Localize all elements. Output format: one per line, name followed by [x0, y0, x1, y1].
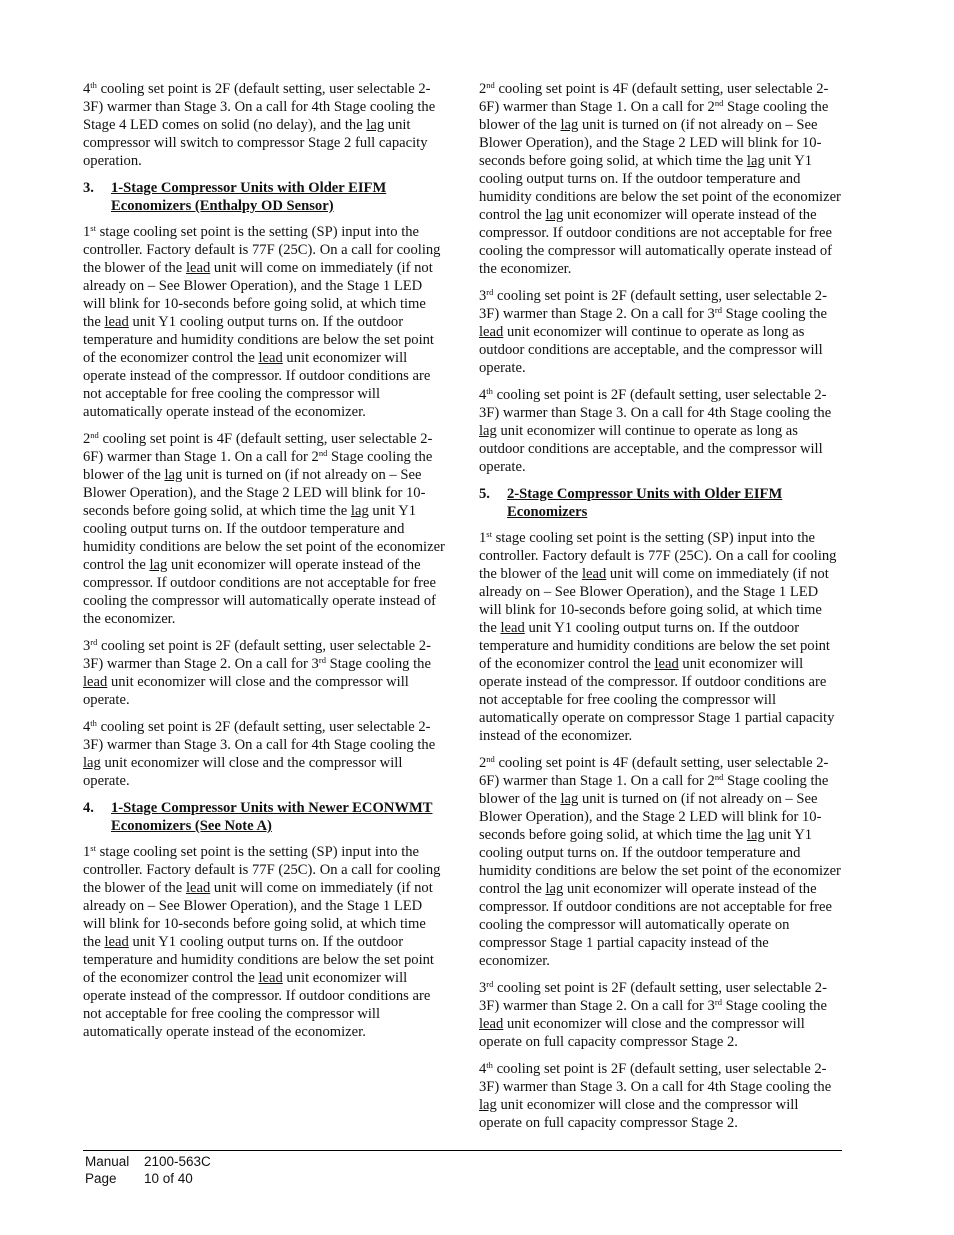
paragraph: 3rd cooling set point is 2F (default setting, user selectable 2-3F) warmer than Stage 2. On a call for 3rd Stage cooling the lead unit economizer will close and the compressor will operate. [83, 637, 431, 708]
page-number: 10 of 40 [144, 1171, 193, 1186]
paragraph: 2nd cooling set point is 4F (default setting, user selectable 2-6F) warmer than Stage 1. On a call for 2nd Stage cooling the blower of the lag unit is turned on (if not already on – See Blower Operation), and the Stage 2 LED will blink for 10-seconds before going solid, at which time the lag unit Y1 cooling output turns on. If the outdoor temperature and humidity conditions are below the set point of the economizer control the lag unit economizer will operate instead of the compressor. If outdoor conditions are not acceptable for free cooling the compressor will automatically operate instead of the economizer. [83, 430, 445, 627]
paragraph: 3rd cooling set point is 2F (default setting, user selectable 2-3F) warmer than Stage 2. On a call for 3rd Stage cooling the lead unit economizer will close and the compressor will operate on full capacity compressor Stage 2. [479, 979, 827, 1050]
paragraph: 2nd cooling set point is 4F (default setting, user selectable 2-6F) warmer than Stage 1. On a call for 2nd Stage cooling the blower of the lag unit is turned on (if not already on – See Blower Operation), and the Stage 2 LED will blink for 10-seconds before going solid, at which time the lag unit Y1 cooling output turns on. If the outdoor temperature and humidity conditions are below the set point of the economizer control the lag unit economizer will operate instead of the compressor. If outdoor conditions are not acceptable for free cooling the compressor will automatically operate on compressor Stage 1 partial capacity instead of the economizer. [479, 754, 841, 969]
paragraph: 3rd cooling set point is 2F (default setting, user selectable 2-3F) warmer than Stage 2. On a call for 3rd Stage cooling the lead unit economizer will continue to operate as long as outdoor conditions are acceptable, and the compressor will operate. [479, 287, 827, 376]
footer-divider [83, 1150, 842, 1151]
footer-manual-row [85, 1153, 211, 1170]
manual-label: Manual [85, 1154, 130, 1169]
section-heading-5 [479, 485, 843, 521]
paragraph: 1st stage cooling set point is the setting (SP) input into the controller. Factory default is 77F (25C). On a call for cooling the blower of the lead unit will come on immediately (if not already on – See Blower Operation), and the Stage 1 LED will blink for 10-seconds before going solid, at which time the lead unit Y1 cooling output turns on. If the outdoor temperature and humidity conditions are below the set point of the economizer control the lead unit economizer will operate instead of the compressor. If outdoor conditions are not acceptable for free cooling the compressor will automatically operate instead of the economizer. [83, 223, 441, 420]
section-number: 4. [83, 800, 94, 816]
paragraph: 4th cooling set point is 2F (default setting, user selectable 2-3F) warmer than Stage 3. On a call for 4th Stage cooling the Stage 4 LED comes on solid (no delay), and the lag unit compressor will switch to compressor Stage 2 full capacity operation. [83, 80, 436, 169]
section-title: 1-Stage Compressor Units with Older EIFM Economizers (Enthalpy OD Sensor) [111, 180, 387, 214]
page-footer [85, 1153, 211, 1187]
paragraph: 4th cooling set point is 2F (default setting, user selectable 2-3F) warmer than Stage 3. On a call for 4th Stage cooling the lag unit economizer will close and the compressor will operate on full capacity compressor Stage 2. [479, 1060, 832, 1131]
left-column [83, 80, 447, 1050]
manual-number: 2100-563C [144, 1154, 211, 1169]
right-column [479, 80, 843, 1141]
section-heading-4 [83, 799, 447, 835]
section-heading-3 [83, 179, 447, 215]
section-title: 2-Stage Compressor Units with Older EIFM Economizers [507, 486, 783, 520]
paragraph: 4th cooling set point is 2F (default setting, user selectable 2-3F) warmer than Stage 3. On a call for 4th Stage cooling the lag unit economizer will close and the compressor will operate. [83, 718, 436, 789]
paragraph: 1st stage cooling set point is the setting (SP) input into the controller. Factory default is 77F (25C). On a call for cooling the blower of the lead unit will come on immediately (if not already on – See Blower Operation), and the Stage 1 LED will blink for 10-seconds before going solid, at which time the lead unit Y1 cooling output turns on. If the outdoor temperature and humidity conditions are below the set point of the economizer control the lead unit economizer will operate instead of the compressor. If outdoor conditions are not acceptable for free cooling the compressor will automatically operate on compressor Stage 1 partial capacity instead of the economizer. [479, 529, 837, 744]
footer-page-row [85, 1170, 211, 1187]
section-title: 1-Stage Compressor Units with Newer ECONWMT Economizers (See Note A) [111, 800, 433, 834]
section-number: 5. [479, 486, 490, 502]
paragraph: 1st stage cooling set point is the setting (SP) input into the controller. Factory default is 77F (25C). On a call for cooling the blower of the lead unit will come on immediately (if not already on – See Blower Operation), and the Stage 1 LED will blink for 10-seconds before going solid, at which time the lead unit Y1 cooling output turns on. If the outdoor temperature and humidity conditions are below the set point of the economizer control the lead unit economizer will operate instead of the compressor. If outdoor conditions are not acceptable for free cooling the compressor will automatically operate instead of the economizer. [83, 843, 441, 1040]
page-label: Page [85, 1171, 117, 1186]
section-number: 3. [83, 180, 94, 196]
paragraph: 4th cooling set point is 2F (default setting, user selectable 2-3F) warmer than Stage 3. On a call for 4th Stage cooling the lag unit economizer will continue to operate as long as outdoor conditions are acceptable, and the compressor will operate. [479, 386, 832, 475]
paragraph: 2nd cooling set point is 4F (default setting, user selectable 2-6F) warmer than Stage 1. On a call for 2nd Stage cooling the blower of the lag unit is turned on (if not already on – See Blower Operation), and the Stage 2 LED will blink for 10-seconds before going solid, at which time the lag unit Y1 cooling output turns on. If the outdoor temperature and humidity conditions are below the set point of the economizer control the lag unit economizer will operate instead of the compressor. If outdoor conditions are not acceptable for free cooling the compressor will automatically operate instead of the economizer. [479, 80, 841, 277]
